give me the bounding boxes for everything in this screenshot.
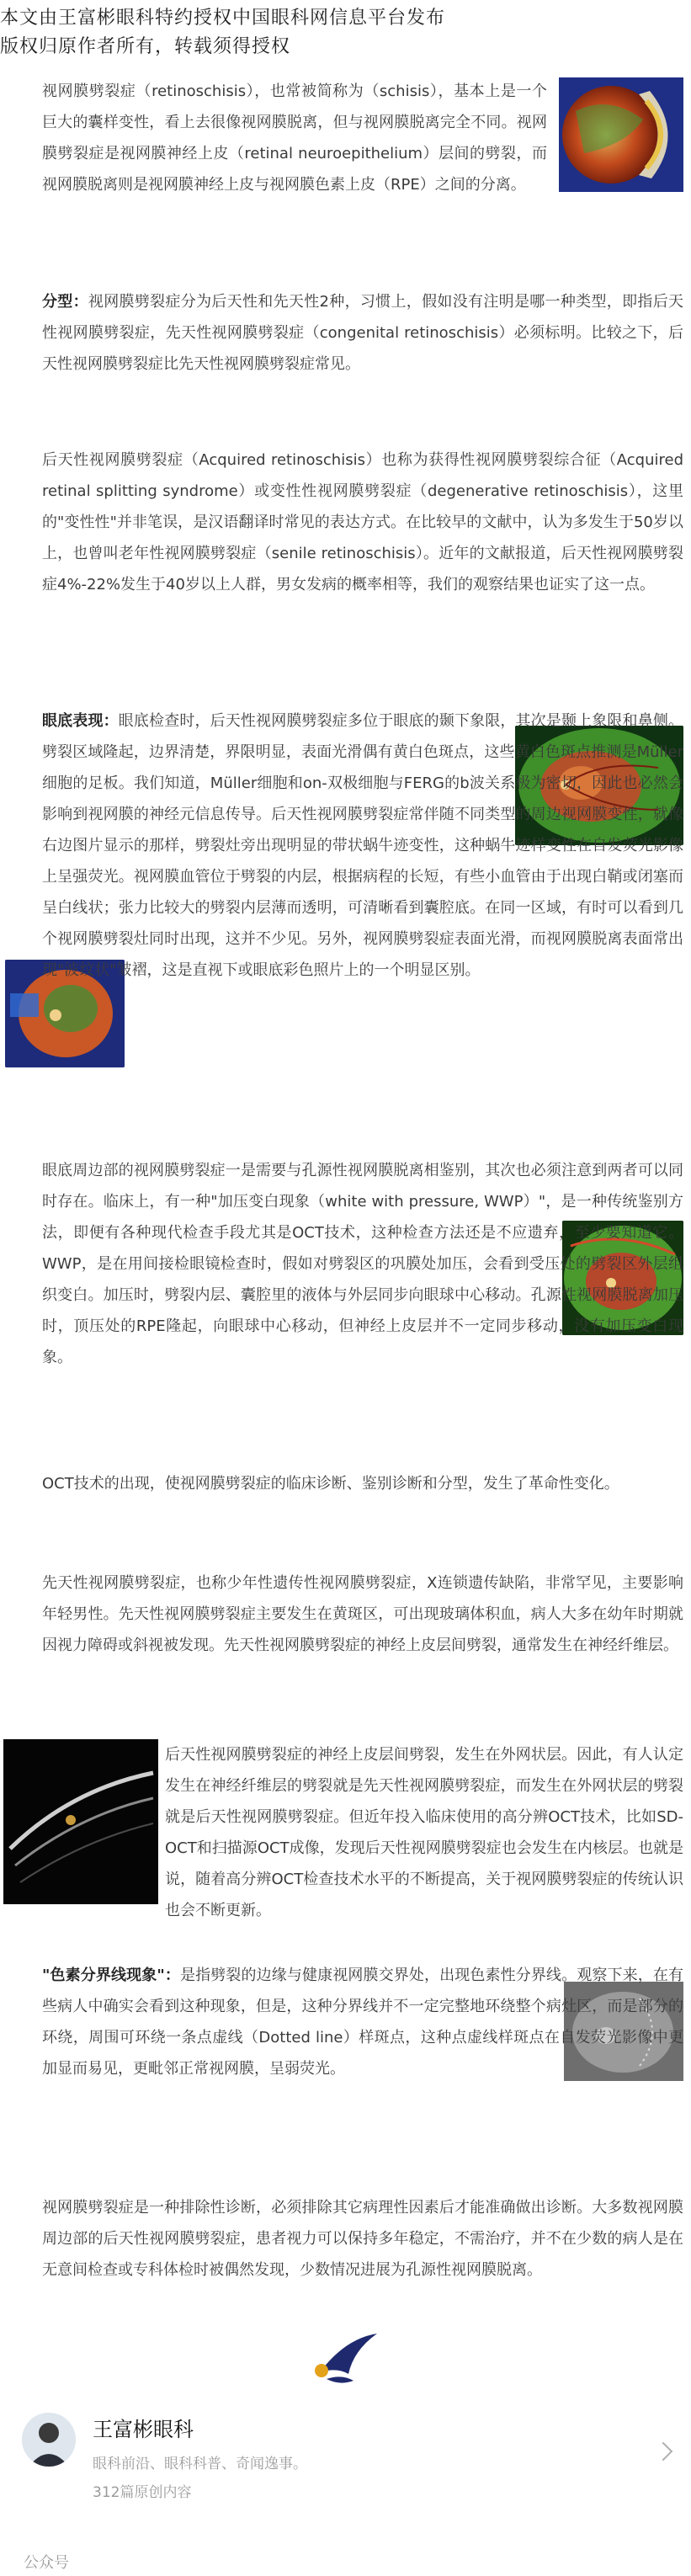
- paragraph-intro: 视网膜劈裂症（retinoschisis），也常被简称为（schisis），基本上是一个巨大的囊样变性，看上去很像视网膜脱离，但与视网膜脱离完全不同。视网膜劈裂症是视网膜神经上皮（retinal neuroepithelium）层间的劈裂，而视网膜脱离则是视网膜神经上皮与视网膜色素上皮（RPE）之间的分离。: [42, 82, 547, 194]
- paragraph-conclusion: 视网膜劈裂症是一种排除性诊断，必须排除其它病理性因素后才能准确做出诊断。大多数视网膜周边部的后天性视网膜劈裂症，患者视力可以保持多年稳定，不需治疗，并不在少数的病人是在无意间检查或专科体检时被偶然发现，少数情况进展为孔源性视网膜脱离。: [42, 2199, 683, 2279]
- paragraph-classification: 分型：视网膜劈裂症分为后天性和先天性2种，习惯上，假如没有注明是哪一种类型，即指后天性视网膜劈裂症，先天性视网膜劈裂症（congenital retinoschisis）必须标明。比较之下，后天性视网膜劈裂症比先天性视网膜劈裂症常见。: [42, 293, 683, 373]
- paragraph-pigment-line: "色素分界线现象"：是指劈裂的边缘与健康视网膜交界处，出现色素性分界线。观察下来，在有些病人中确实会看到这种现象，但是，这种分界线并不一定完整地环绕整个病灶区，而是部分的环绕，周围可环绕一条点虚线（Dotted line）样斑点，这种点虚线样斑点在自发荧光影像中更加显而易见，更毗邻正常视网膜，呈弱荧光。: [42, 1967, 684, 2078]
- chevron-right-icon[interactable]: [654, 2442, 673, 2462]
- paragraph-acquired: 后天性视网膜劈裂症（Acquired retinoschisis）也称为获得性视网膜劈裂综合征（Acquired retinal splitting syndrome）或变性性视网膜劈裂症（degenerative retinoschisis），这里的"变性性"并非笔误，是汉语翻译时常见的表达方式。在比较早的文献中，认为多发生于50岁以上，也曾叫老年性视网膜劈裂症（senile retinoschisis）。近年的文献报道，后天性视网膜劈裂症4%-22%发生于40岁以上人群，男女发病的概率相等，我们的观察结果也证实了这一点。: [42, 451, 683, 593]
- copyright-line-2: 版权归原作者所有，转载须得授权: [0, 36, 291, 57]
- article-count: 312篇原创内容: [93, 2484, 192, 2501]
- account-card[interactable]: [17, 2409, 673, 2536]
- avatar: [22, 2413, 76, 2467]
- eye-globe-image: [559, 77, 683, 192]
- paragraph-wwp: 眼底周边部的视网膜劈裂症一是需要与孔源性视网膜脱离相鉴别，其次也必须注意到两者可以同时存在。临床上，有一种"加压变白现象（white with pressure, WWP）"，是一种传统鉴别方法，即便有各种现代检查手段尤其是OCT技术，这种检查方法还是不应遗弃，至少要知道它。WWP，是在用间接检眼镜检查时，假如对劈裂区的巩膜处加压，会看到受压处的劈裂区外层组织变白。加压时，劈裂内层、囊腔里的液体与外层同步向眼球中心移动。孔源性视网膜脱离加压时，顶压处的RPE隆起，向眼球中心移动，但神经上皮层并不一定同步移动，没有加压变白现象。: [42, 1162, 683, 1366]
- oct-scan-image: [3, 1739, 158, 1904]
- official-account-label: 公众号: [24, 2554, 69, 2572]
- account-name: 王富彬眼科: [93, 2418, 194, 2441]
- swallow-logo: [303, 2330, 387, 2389]
- paragraph-congenital: 先天性视网膜劈裂症，也称少年性遗传性视网膜劈裂症，X连锁遗传缺陷，非常罕见，主要影响年轻男性。先天性视网膜劈裂症主要发生在黄斑区，可出现玻璃体积血，病人大多在幼年时期就因视力障碍或斜视被发现。先天性视网膜劈裂症的神经上皮层间劈裂，通常发生在神经纤维层。: [42, 1574, 683, 1654]
- paragraph-oct-layers: 后天性视网膜劈裂症的神经上皮层间劈裂，发生在外网状层。因此，有人认定发生在神经纤维层的劈裂就是先天性视网膜劈裂症，而发生在外网状层的劈裂就是后天性视网膜劈裂症。但近年投入临床使用的高分辨OCT技术，比如SD-OCT和扫描源OCT成像，发现后天性视网膜劈裂症也会发生在内核层。也就是说，随着高分辨OCT检查技术水平的不断提高，关于视网膜劈裂症的传统认识也会不断更新。: [165, 1746, 683, 1919]
- copyright-line-1: 本文由王富彬眼科特约授权中国眼科网信息平台发布: [0, 8, 446, 29]
- paragraph-oct: OCT技术的出现，使视网膜劈裂症的临床诊断、鉴别诊断和分型，发生了革命性变化。: [42, 1475, 619, 1493]
- account-tagline: 眼科前沿、眼科科普、奇闻逸事。: [93, 2456, 307, 2472]
- paragraph-fundus-findings: 眼底表现：眼底检查时，后天性视网膜劈裂症多位于眼底的颞下象限，其次是颞上象限和鼻侧。劈裂区域隆起，边界清楚，界限明显，表面光滑偶有黄白色斑点，这些黄白色斑点推测是Müller细胞的足板。我们知道，Müller细胞和on-双极细胞与FERG的b波关系极为密切，因此也必然会影响到视网膜的神经元信息传导。后天性视网膜劈裂症常伴随不同类型的周边视网膜变性，就像右边图片显示的那样，劈裂灶旁出现明显的带状蜗牛迹变性，这种蜗牛迹样变性在自发荧光影像上呈强荧光。视网膜血管位于劈裂的内层，根据病程的长短，有些小血管由于出现白鞘或闭塞而呈白线状；张力比较大的劈裂内层薄而透明，可清晰看到囊腔底。在同一区域，有时可以看到几个视网膜劈裂灶同时出现，这并不少见。另外，视网膜劈裂症表面光滑，而视网膜脱离表面常出现"波纹状"皱褶，这是直视下或眼底彩色照片上的一个明显区别。: [42, 712, 683, 979]
